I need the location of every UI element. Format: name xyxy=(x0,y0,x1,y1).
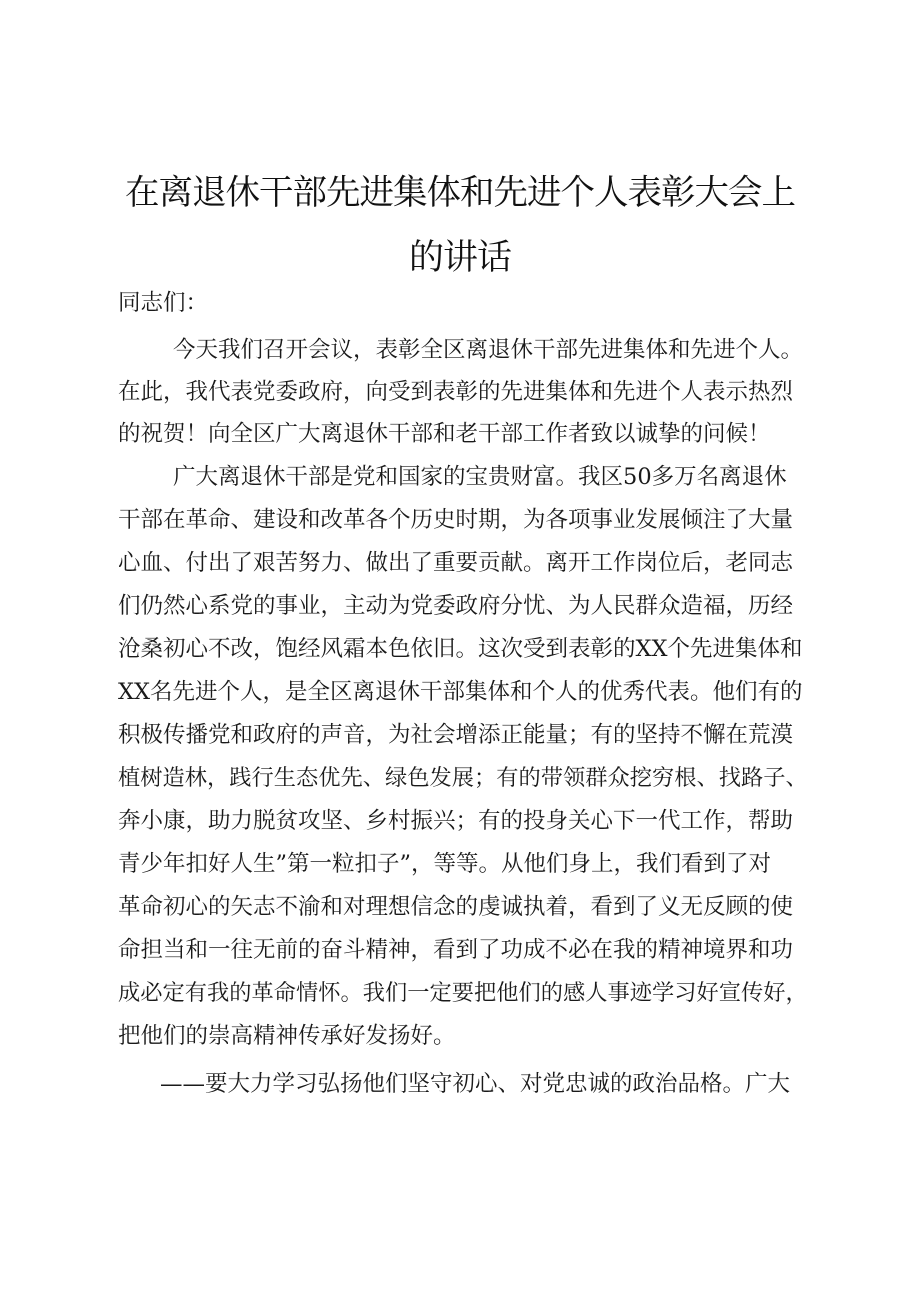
paragraph-1-line-3: 的祝贺！向全区广大离退休干部和老干部工作者致以诚挚的问候！ xyxy=(118,421,771,447)
document-title-line-1: 在离退休干部先进集体和先进个人表彰大会上 xyxy=(125,173,795,213)
paragraph-2-line-10: 青少年扣好人生”第一粒扣子”，等等。从他们身上，我们看到了对 xyxy=(118,851,772,877)
paragraph-2-line-14: 把他们的崇高精神传承好发扬好。 xyxy=(118,1023,456,1049)
paragraph-2-line-8: 植树造林，践行生态优先、绿色发展；有的带领群众挖穷根、找路子、 xyxy=(118,765,808,791)
paragraph-2-line-4: 们仍然心系党的事业，主动为党委政府分忧、为人民群众造福，历经 xyxy=(118,593,794,619)
paragraph-2-line-2: 干部在革命、建设和改革各个历史时期，为各项事业发展倾注了大量 xyxy=(118,507,794,533)
paragraph-2-line-9: 奔小康，助力脱贫攻坚、乡村振兴；有的投身关心下一代工作，帮助 xyxy=(118,808,794,834)
paragraph-1-line-2: 在此，我代表党委政府，向受到表彰的先进集体和先进个人表示热烈 xyxy=(118,379,794,405)
paragraph-2-line-13: 成必定有我的革命情怀。我们一定要把他们的感人事迹学习好宣传好， xyxy=(118,980,808,1006)
paragraph-2-line-3: 心血、付出了艰苦努力、做出了重要贡献。离开工作岗位后，老同志 xyxy=(118,550,794,576)
document-title-line-2: 的讲话 xyxy=(408,238,511,278)
paragraph-2-line-5: 沧桑初心不改，饱经风霜本色依旧。这次受到表彰的XX个先进集体和 xyxy=(118,636,803,662)
paragraph-2-line-6: XX名先进个人，是全区离退休干部集体和个人的优秀代表。他们有的 xyxy=(118,679,803,705)
paragraph-3-line-1: ——要大力学习弘扬他们坚守初心、对党忠诚的政治品格。广大 xyxy=(160,1071,791,1097)
paragraph-2-line-11: 革命初心的矢志不渝和对理想信念的虔诚执着，看到了义无反顾的使 xyxy=(118,894,794,920)
paragraph-2-line-12: 命担当和一往无前的奋斗精神，看到了功成不必在我的精神境界和功 xyxy=(118,937,794,963)
paragraph-1-line-1: 今天我们召开会议，表彰全区离退休干部先进集体和先进个人。 xyxy=(173,337,804,363)
paragraph-2-line-1: 广大离退休干部是党和国家的宝贵财富。我区50多万名离退休 xyxy=(173,464,787,490)
paragraph-2-line-7: 积极传播党和政府的声音，为社会增添正能量；有的坚持不懈在荒漠 xyxy=(118,722,794,748)
salutation: 同志们： xyxy=(118,290,209,316)
